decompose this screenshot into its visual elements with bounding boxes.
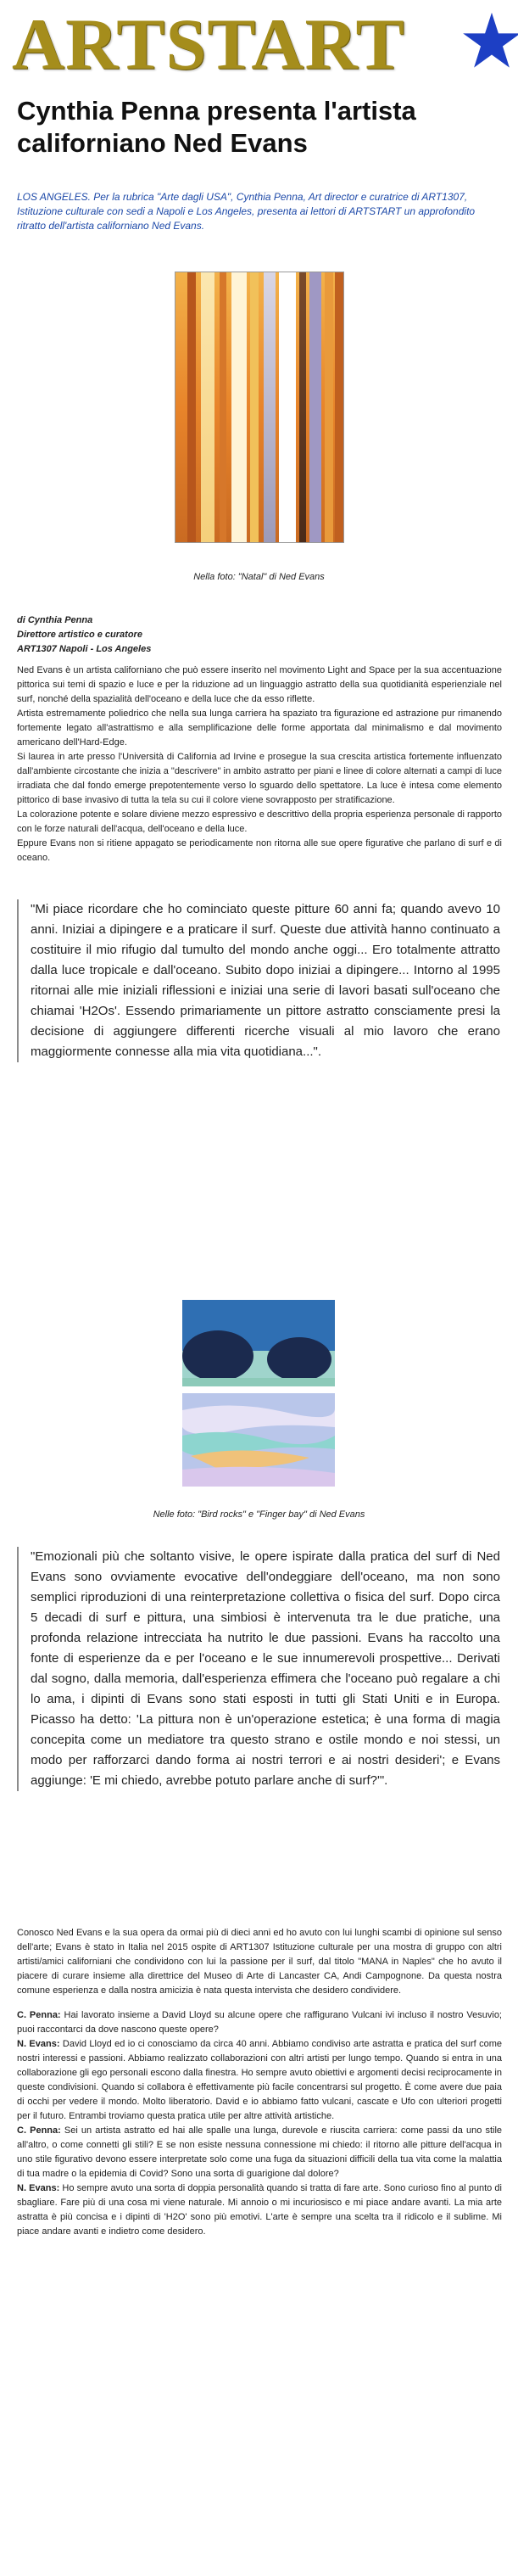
byline (17, 613, 356, 657)
interview-section (17, 1926, 502, 2239)
body-paragraph: Artista estremamente poliedrico che nella sua lunga carriera ha spaziato tra figurazione ed astrazione pur rimanendo fortemente legato all'astrattismo e alla semplificazione delle forme apportata dal minimalismo e dal movimento americano dell'Hard-Edge. (17, 708, 502, 748)
interview-text: Hai lavorato insieme a David Lloyd su alcune opere che raffigurano Vulcani ivi incluso il nostro Vesuvio; puoi raccontarci da dove nascono queste opere? (17, 2010, 502, 2035)
body-paragraph: Si laurea in arte presso l'Università di California ad Irvine e prosegue la sua crescita artistica fortemente influenzato dall'ambiente circostante che inizia a "descrivere" in ambito astratto per piani e linee di colore alternati a campi di luce irradiata che dal fondo emerge prepotentemente verso lo sguardo dello spettatore. La luce è intesa come elemento pittorico di base invasivo di tutta la tela su cui il colore viene sovrapposto per stratificazione. (17, 752, 502, 805)
article-body (17, 664, 502, 865)
speaker-label: C. Penna: (17, 2125, 61, 2136)
interview-answer (17, 2124, 502, 2181)
byline-author: di Cynthia Penna (17, 615, 93, 625)
image-caption: Nelle foto: "Bird rocks" e "Finger bay" di Ned Evans (153, 1509, 365, 1520)
body-paragraph: Ned Evans è un artista californiano che può essere inserito nel movimento Light and Space per la sua accentuazione pittorica sui temi di spazio e luce e per la riduzione ad un linguaggio astratto della sua quotidianità esperienziale nel surf, nonché della spazialità dell'oceano e della luce che da esso riflette. (17, 665, 502, 704)
star-icon (461, 10, 518, 71)
striped-painting-icon (175, 272, 344, 543)
pull-quote: "Mi piace ricordare che ho cominciato queste pitture 60 anni fa; quando avevo 10 anni. Iniziai a dipingere e a praticare il surf. Queste due attività hanno continuato a costituire il mio rifugio dal tumulto del mondo anche oggi... Ero totalmente attratto dalla luce tropicale e dall'oceano. Subito dopo iniziai a dipingere... Intorno al 1995 ritornai alle mie iniziali riflessioni e iniziai una serie di lavori basati sull'oceano che chiamai 'H2Os'. Essendo primariamente un pittore astratto consciamente presi la decisione di aggiungere differenti ricerche visuali al mio lavoro che erano maggiormente connesse alla mia vita quotidiana...". (17, 899, 500, 1062)
speaker-label: N. Evans: (17, 2039, 60, 2049)
paintings-bird-rocks-finger-bay-image (182, 1300, 335, 1487)
interview-answer (17, 2181, 502, 2239)
pull-quote: "Emozionali più che soltanto visive, le opere ispirate dalla pratica del surf di Ned Evans sono ovviamente evocative dell'ondeggiare dell'oceano, ma non sono semplici riproduzioni di una reinterpretazione collettiva o fisica del surf. Dopo circa 5 decadi di surf e pittura, una simbiosi è intervenuta tra le due pratiche, una profonda relazione intrecciata ha nutrito le due passioni. Evans ha raccolto una fonte di esperienze da e per l'oceano e le sue innumerevoli prospettive... Derivati dal sogno, dalla memoria, dall'esperienza effimera che l'oceano può regalare a chi lo ama, i dipinti di Evans sono stati esposti in tutti gli Stati Uniti e in Europa. Picasso ha detto: 'La pittura non è un'operazione estetica; è una forma di magia concepita come un mediatore tra questo strano e ostile mondo e noi stessi, un modo per rafforzarci dando forma ai nostri terrori e ai nostri desideri'; e Evans aggiunge: 'E mi chiedo, avrebbe potuto parlare anche di surf?'". (17, 1547, 500, 1791)
article-lead: LOS ANGELES. Per la rubrica "Arte dagli USA", Cynthia Penna, Art director e curatrice di ART1307, Istituzione culturale con sedi a Napoli e Los Angeles, presenta ai lettori di ARTSTART un approfondito ritratto dell'artista californiano Ned Evans. (17, 191, 476, 232)
painting-natal-image (175, 272, 344, 543)
byline-role: Direttore artistico e curatore (17, 630, 142, 640)
body-paragraph: La colorazione potente e solare diviene mezzo espressivo e descrittivo della propria esperienza personale di rapporto con le forze naturali dell'acqua, dell'oceano e della luce. (17, 809, 502, 834)
body-paragraph: Eppure Evans non si ritiene appagato se periodicamente non ritorna alle sue opere figurative che parlano di surf e di oceano. (17, 838, 502, 863)
ocean-paintings-icon (182, 1300, 335, 1487)
interview-intro: Conosco Ned Evans e la sua opera da ormai più di dieci anni ed ho avuto con lui lunghi scambi di opinione sul senso dell'arte; Evans è stato in Italia nel 2015 ospite di ART1307 Istituzione culturale per una mostra di gruppo con altri artisti/amici californiani che condividono con lui la passione per il surf, dal titolo "MANA in Naples" che ho avuto il piacere di curare insieme alla direttrice del Museo di Arte di Lancaster CA, Andi Campognone. Da questa nostra comune esperienza e dalla nostra amicizia è nata questa intervista che desidero condividere. (17, 1928, 502, 1996)
image-caption: Nella foto: "Natal" di Ned Evans (193, 572, 325, 582)
speaker-label: C. Penna: (17, 2010, 61, 2020)
site-logo[interactable]: ARTSTART (12, 3, 405, 85)
interview-answer (17, 2008, 502, 2037)
interview-text: David Lloyd ed io ci conosciamo da circa 40 anni. Abbiamo condiviso arte astratta e pratica del surf come nostri interessi e passioni. Abbiamo realizzato collaborazioni con altri artisti per lungo tempo. Quando si entra in una collaborazione gli ego personali escono dalla finestra. Ho sempre avuto obiettivi e argomenti decisi reciprocamente in queste condivisioni. Quando si collabora è effettivamente più facile concentrarsi sul progetto. È come avere due paia di occhi per vedere il mondo. Molto liberatorio. David e io abbiamo fatto vulcani, cascate e Ufo con ulteriori progetti per il futuro. Entrambi troviamo questa pratica utile per altre attività artistiche. (17, 2039, 502, 2121)
speaker-label: N. Evans: (17, 2183, 60, 2193)
interview-text: Ho sempre avuto una sorta di doppia personalità quando si tratta di fare arte. Sono curioso fino al punto di sbagliare. Fare più di una cosa mi viene naturale. Mi annoio o mi incuriosisco e mi piace andare avanti. La mia arte astratta è più concisa e i dipinti di 'H2O' sono più emotivi. L'arte è sempre una scelta tra il ridicolo e il sublime. Mi piace andare avanti e indietro come desidero. (17, 2183, 502, 2237)
interview-text: Sei un artista astratto ed hai alle spalle una lunga, durevole e riuscita carriera: come passi da uno stile all'altro, o come connetti gli stili? E se non esiste nessuna connessione mi chiedo: il ritorno alle pitture dell'acqua in uno stile figurativo devono essere interpretate solo come una fuga da situazioni difficili della tua vita come la malattia di tua madre o la epidemia di Covid? Sono una sorta di guarigione dal dolore? (17, 2125, 503, 2179)
interview-answer (17, 2037, 502, 2124)
masthead (12, 5, 512, 83)
byline-org: ART1307 Napoli - Los Angeles (17, 644, 152, 654)
article-headline: Cynthia Penna presenta l'artista californiano Ned Evans (17, 96, 416, 158)
